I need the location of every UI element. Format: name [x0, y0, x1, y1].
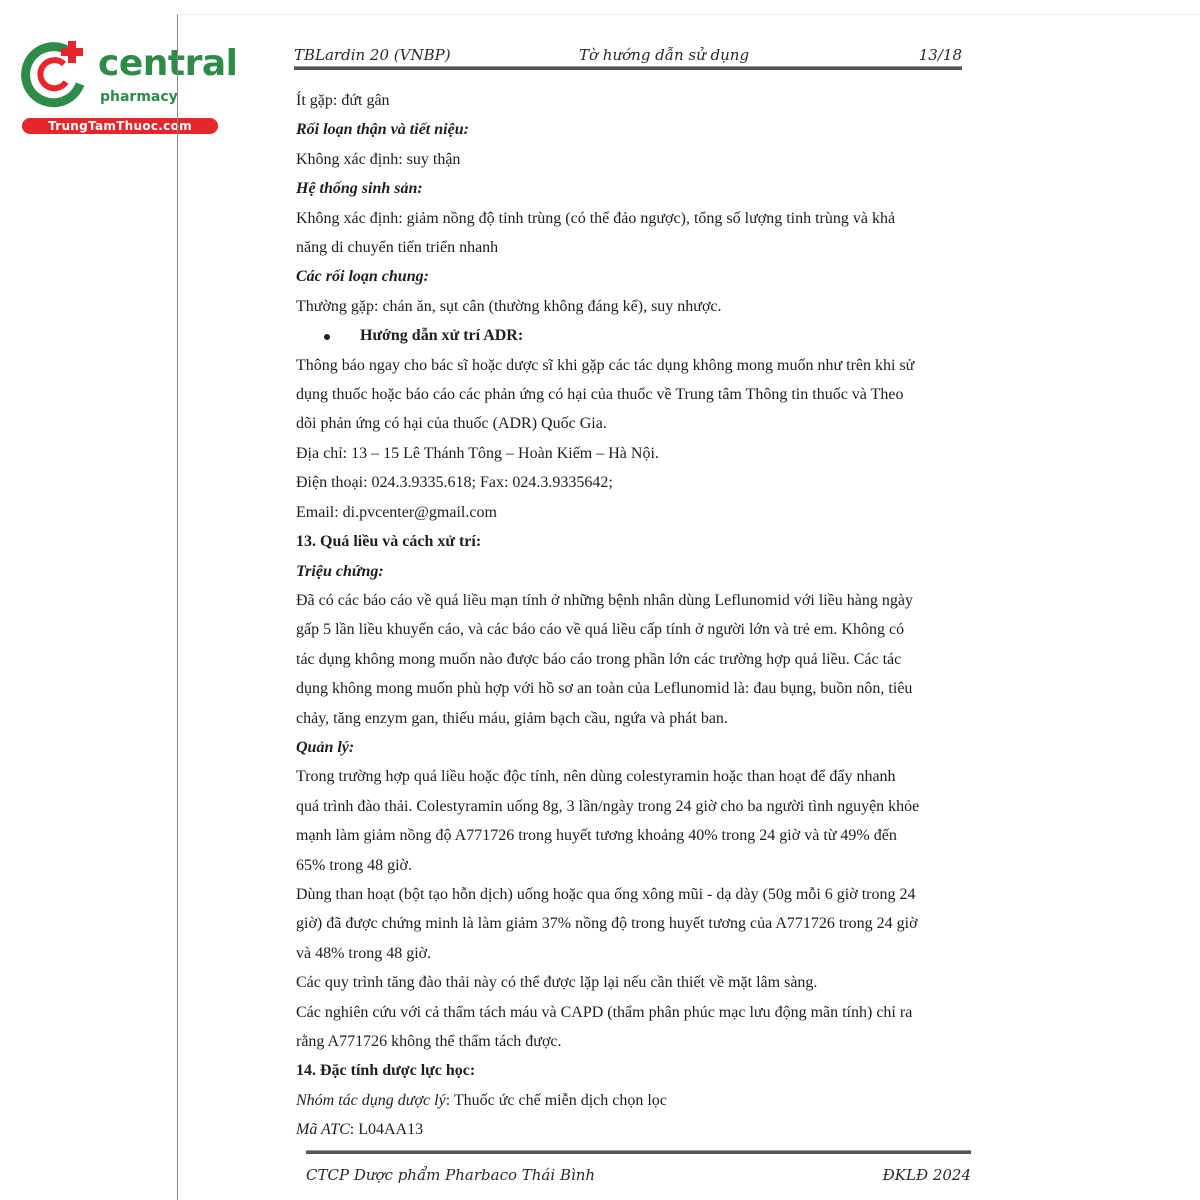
header-doc-title: Tờ hướng dẫn sử dụng	[579, 46, 750, 64]
field-value: : Thuốc ức chế miễn dịch chọn lọc	[445, 1091, 667, 1109]
body-line: dõi phản ứng có hại của thuốc (ADR) Quốc Gia.	[296, 415, 607, 433]
body-line: Thông báo ngay cho bác sĩ hoặc dược sĩ khi gặp các tác dụng không mong muốn như trên khi sử	[296, 356, 915, 374]
subsection-heading: Hệ thống sinh sản:	[296, 180, 423, 198]
section-heading-13: 13. Quá liều và cách xử trí:	[296, 533, 482, 551]
body-line: Dùng than hoạt (bột tạo hỗn dịch) uống hoặc qua ống xông mũi - dạ dày (50g mỗi 6 giờ trong 24	[296, 885, 916, 903]
body-line: Các nghiên cứu với cả thẩm tách máu và CAPD (thẩm phân phúc mạc lưu động mãn tính) chỉ ra	[296, 1003, 913, 1021]
body-line: Thường gặp: chán ăn, sụt cân (thường không đáng kể), suy nhược.	[296, 297, 722, 315]
footer-rule	[306, 1150, 971, 1154]
section-heading-14: 14. Đặc tính dược lực học:	[296, 1062, 476, 1080]
body-line: Không xác định: giảm nồng độ tinh trùng (có thể đảo ngược), tổng số lượng tinh trùng và khả	[296, 209, 896, 227]
subsection-heading: Triệu chứng:	[296, 562, 384, 580]
field-label: Mã ATC	[296, 1121, 350, 1139]
subsection-heading: Các rối loạn chung:	[296, 268, 429, 286]
page-header	[294, 40, 962, 70]
bullet-icon	[324, 334, 330, 340]
pharmacy-cross-icon	[20, 38, 92, 110]
body-line: dụng không mong muốn phù hợp với hồ sơ an toàn của Leflunomid là: đau bụng, buồn nôn, tiêu	[296, 680, 913, 698]
header-rule	[294, 66, 962, 70]
body-line: 65% trong 48 giờ.	[296, 856, 413, 874]
email-line: Email: di.pvcenter@gmail.com	[296, 503, 497, 521]
body-line: quá trình đào thải. Colestyramin uống 8g, 3 lần/ngày trong 24 giờ cho ba người tình nguyện khỏe	[296, 797, 920, 815]
body-line: mạnh làm giảm nồng độ A771726 trong huyết tương khoảng 40% trong 24 giờ và từ 49% đến	[296, 827, 897, 845]
body-line: dụng thuốc hoặc báo cáo các phản ứng có hại của thuốc về Trung tâm Thông tin thuốc và Theo	[296, 386, 904, 404]
body-line: rằng A771726 không thể thẩm tách được.	[296, 1033, 562, 1050]
header-product-name: TBLardin 20 (VNBP)	[294, 46, 451, 64]
body-line: Ít gặp: đứt gân	[296, 92, 390, 109]
body-line: chảy, tăng enzym gan, thiếu máu, giảm bạch cầu, ngứa và phát ban.	[296, 709, 728, 727]
body-line: gấp 5 lần liều khuyến cáo, và các báo cáo về quá liều cấp tính ở người lớn và trẻ em. Không có	[296, 621, 905, 639]
header-page-number: 13/18	[918, 46, 962, 64]
bullet-heading	[296, 321, 968, 350]
body-line: Đã có các báo cáo về quá liều mạn tính ở những bệnh nhân dùng Leflunomid với liều hàng ngày	[296, 591, 913, 609]
body-line: và 48% trong 48 giờ.	[296, 944, 432, 962]
body-line: Trong trường hợp quá liều hoặc độc tính, nên dùng colestyramin hoặc than hoạt để đẩy nhanh	[296, 768, 896, 786]
field-value: : L04AA13	[349, 1121, 424, 1139]
bullet-heading-text: Hướng dẫn xử trí ADR:	[360, 327, 524, 345]
body-line: Không xác định: suy thận	[296, 150, 461, 168]
phone-line: Điện thoại: 024.3.9335.618; Fax: 024.3.9335642;	[296, 474, 613, 492]
pharmacologic-group-line	[296, 1086, 968, 1115]
body-line: Các quy trình tăng đào thải này có thể được lặp lại nếu cần thiết về mặt lâm sàng.	[296, 974, 818, 992]
atc-code-line	[296, 1115, 968, 1144]
subsection-heading: Quản lý:	[296, 738, 355, 756]
document-body	[296, 86, 968, 1145]
logo-site-badge: TrungTamThuoc.com	[22, 118, 218, 134]
address-line: Địa chỉ: 13 – 15 Lê Thánh Tông – Hoàn Kiếm – Hà Nội.	[296, 444, 659, 462]
body-line: năng di chuyển tiến triển nhanh	[296, 239, 499, 257]
footer-company: CTCP Dược phẩm Pharbaco Thái Bình	[306, 1166, 596, 1184]
logo-brand-text: central	[98, 43, 238, 84]
subsection-heading: Rối loạn thận và tiết niệu:	[296, 121, 469, 139]
field-label: Nhóm tác dụng dược lý	[296, 1091, 446, 1109]
body-line: tác dụng không mong muốn nào được báo cáo trong phần lớn các trường hợp quá liều. Các tác	[296, 650, 902, 668]
footer-registration: ĐKLĐ 2024	[882, 1166, 971, 1184]
page-footer	[306, 1150, 971, 1190]
logo-sub-text: pharmacy	[100, 89, 178, 105]
body-line: giờ) đã được chứng minh là làm giảm 37% nồng độ trong huyết tương của A771726 trong 24 giờ	[296, 915, 918, 933]
